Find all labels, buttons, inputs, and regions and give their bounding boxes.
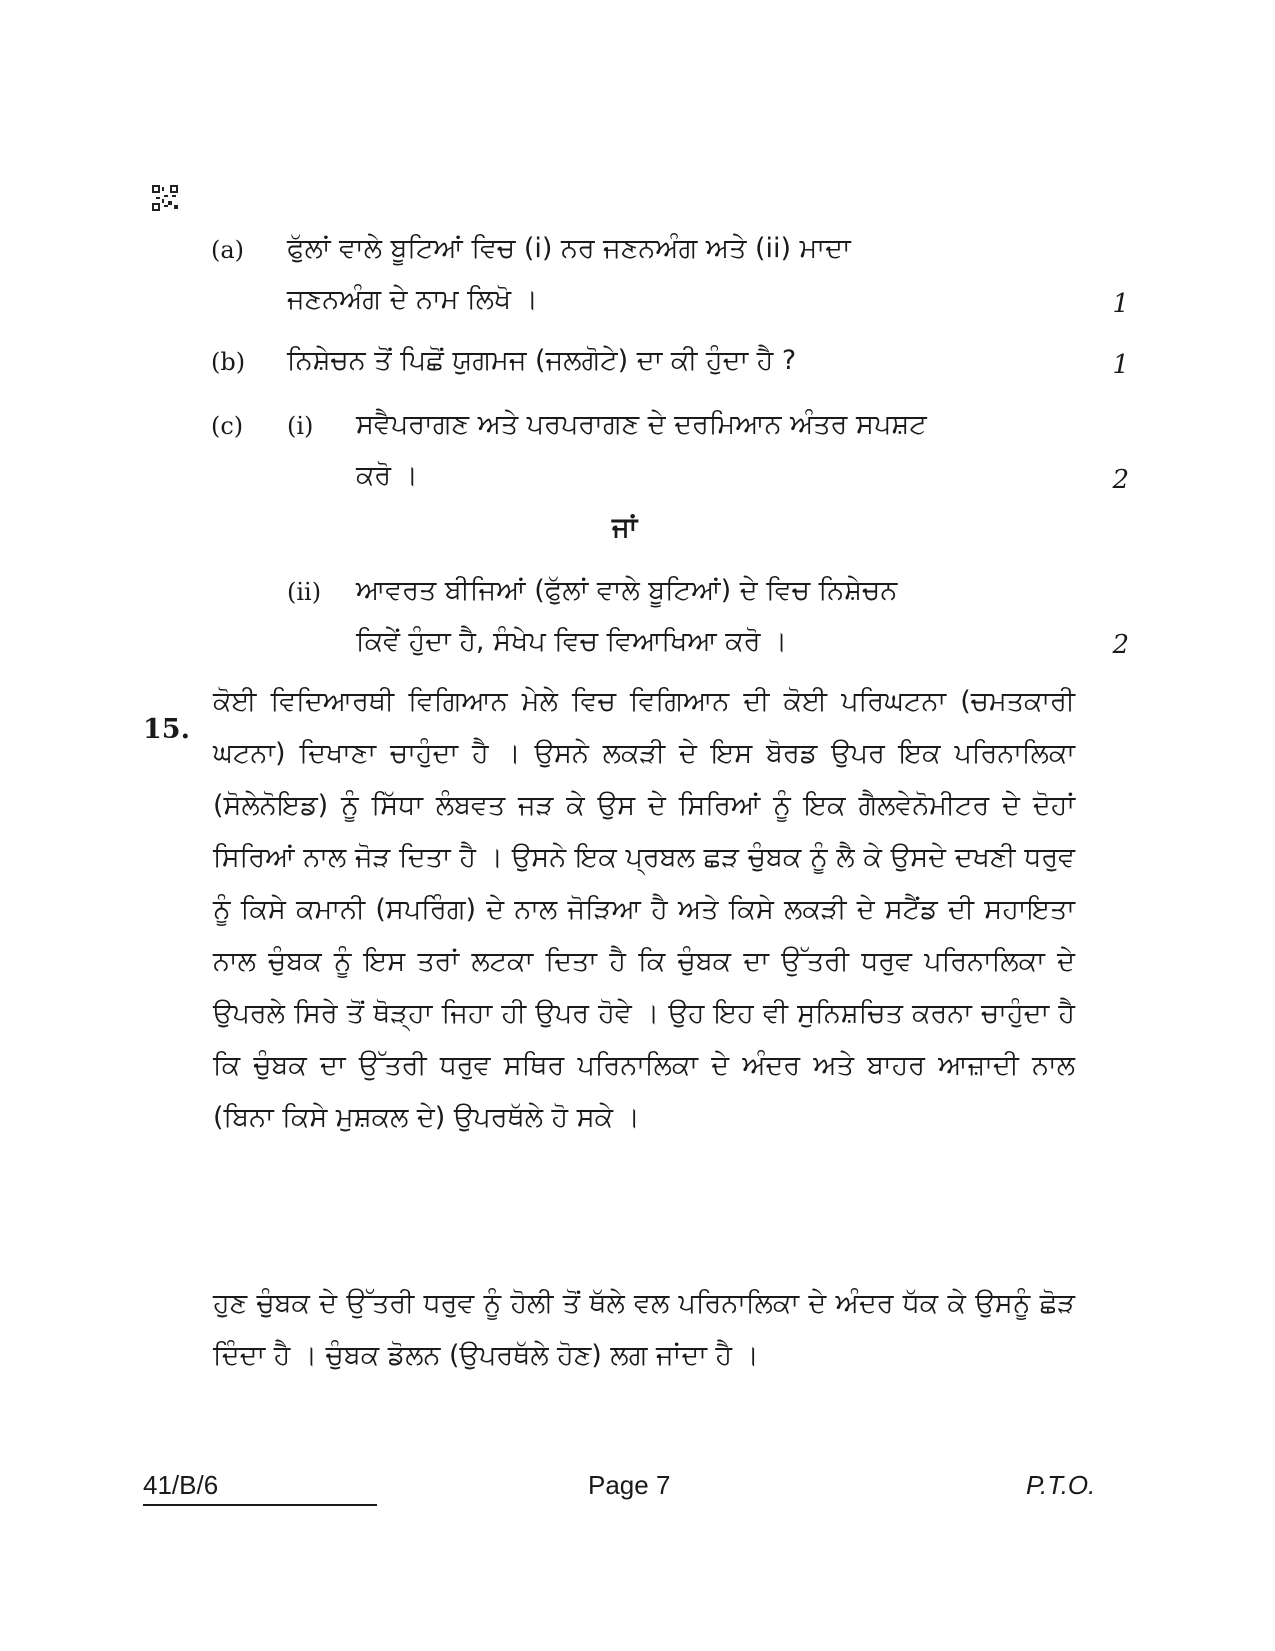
question-paragraph: ਕੋਈ ਵਿਦਿਆਰਥੀ ਵਿਗਿਆਨ ਮੇਲੇ ਵਿਚ ਵਿਗਿਆਨ ਦੀ ਕੋਈ ਪਰਿਘਟਨਾ (ਚਮਤਕਾਰੀ ਘਟਨਾ) ਦਿਖਾਣਾ ਚਾਹੁੰਦਾ ਹੈ । ਉਸਨੇ ਲਕੜੀ ਦੇ ਇਸ ਬੋਰਡ ਉਪਰ ਇਕ ਪਰਿਨਾਲਿਕਾ (ਸੋਲੇਨੋਇਡ) ਨੂੰ ਸਿੱਧਾ ਲੰਬਵਤ ਜੜ ਕੇ ਉਸ ਦੇ ਸਿਰਿਆਂ ਨੂੰ ਇਕ ਗੈਲਵੇਨੋਮੀਟਰ ਦੇ ਦੋਹਾਂ ਸਿਰਿਆਂ ਨਾਲ ਜੋੜ ਦਿਤਾ ਹੈ । ਉਸਨੇ ਇਕ ਪ੍ਰਬਲ ਛੜ ਚੁੰਬਕ ਨੂੰ ਲੈ ਕੇ ਉਸਦੇ ਦਖਣੀ ਧਰੁਵ ਨੂੰ ਕਿਸੇ ਕਮਾਨੀ (ਸਪਰਿੰਗ) ਦੇ ਨਾਲ ਜੋੜਿਆ ਹੈ ਅਤੇ ਕਿਸੇ ਲਕੜੀ ਦੇ ਸਟੈਂਡ ਦੀ ਸਹਾਇਤਾ ਨਾਲ ਚੁੰਬਕ ਨੂੰ ਇਸ ਤਰਾਂ ਲਟਕਾ ਦਿਤਾ ਹੈ ਕਿ ਚੁੰਬਕ ਦਾ ਉੱਤਰੀ ਧਰੁਵ ਪਰਿਨਾਲਿਕਾ ਦੇ ਉਪਰਲੇ ਸਿਰੇ ਤੋਂ ਥੋੜ੍ਹਾ ਜਿਹਾ ਹੀ ਉਪਰ ਹੋਵੇ । ਉਹ ਇਹ ਵੀ ਸੁਨਿਸ਼ਚਿਤ ਕਰਨਾ ਚਾਹੁੰਦਾ ਹੈ ਕਿ ਚੁੰਬਕ ਦਾ ਉੱਤਰੀ ਧਰੁਵ ਸਥਿਰ ਪਰਿਨਾਲਿਕਾ ਦੇ ਅੰਦਰ ਅਤੇ ਬਾਹਰ ਆਜ਼ਾਦੀ ਨਾਲ (ਬਿਨਾ ਕਿਸੇ ਮੁਸ਼ਕਲ ਦੇ) ਉਪਰਥੱਲੇ ਹੋ ਸਕੇ । (213, 686, 1075, 1133)
question-number: 15. (143, 714, 190, 745)
question-text: ਕਿਵੇਂ ਹੁੰਦਾ ਹੈ, ਸੰਖੇਪ ਵਿਚ ਵਿਆਖਿਆ ਕਰੋ । (356, 626, 788, 657)
pto-label: P.T.O. (1026, 1470, 1096, 1500)
page-number: Page 7 (588, 1470, 671, 1500)
question-text: ਨਿਸ਼ੇਚਨ ਤੋਂ ਪਿਛੋਂ ਯੁਗਮਜ (ਜਲਗੋਟੇ) ਦਾ ਕੀ ਹੁੰਦਾ ਹੈ ? (287, 345, 797, 376)
question-text: ਆਵਰਤ ਬੀਜਿਆਂ (ਫੁੱਲਾਂ ਵਾਲੇ ਬੂਟਿਆਂ) ਦੇ ਵਿਚ ਨਿਸ਼ੇਚਨ (356, 575, 898, 606)
marks: 1 (1112, 350, 1129, 380)
marks: 2 (1112, 630, 1129, 660)
footer-divider (143, 1504, 377, 1506)
question-text: ਫੁੱਲਾਂ ਵਾਲੇ ਬੂਟਿਆਂ ਵਿਚ (i) ਨਰ ਜਣਨਅੰਗ ਅਤੇ (ii) ਮਾਦਾ (287, 233, 851, 264)
qr-code-icon (152, 185, 178, 211)
question-label: (b) (211, 348, 246, 376)
sub-question-label: (i) (287, 412, 314, 440)
paper-code: 41/B/6 (143, 1470, 219, 1500)
marks: 1 (1112, 289, 1129, 319)
marks: 2 (1112, 465, 1129, 495)
sub-question-label: (ii) (287, 578, 322, 606)
or-separator: ਜਾਂ (612, 512, 638, 543)
question-text: ਕਰੋ । (356, 460, 418, 491)
question-label: (a) (211, 236, 245, 264)
question-text: ਸਵੈਪਰਾਗਣ ਅਤੇ ਪਰਪਰਾਗਣ ਦੇ ਦਰਮਿਆਨ ਅੰਤਰ ਸਪਸ਼ਟ (356, 409, 927, 440)
question-paragraph: ਹੁਣ ਚੁੰਬਕ ਦੇ ਉੱਤਰੀ ਧਰੁਵ ਨੂੰ ਹੋਲੀ ਤੋਂ ਥੱਲੇ ਵਲ ਪਰਿਨਾਲਿਕਾ ਦੇ ਅੰਦਰ ਧੱਕ ਕੇ ਉਸਨੂੰ ਛੋੜ ਦਿੰਦਾ ਹੈ । ਚੁੰਬਕ ਡੋਲਨ (ਉਪਰਥੱਲੇ ਹੋਣ) ਲਗ ਜਾਂਦਾ ਹੈ । (213, 1288, 1075, 1371)
question-text: ਜਣਨਅੰਗ ਦੇ ਨਾਮ ਲਿਖੋ । (287, 284, 538, 315)
question-label: (c) (211, 412, 244, 440)
